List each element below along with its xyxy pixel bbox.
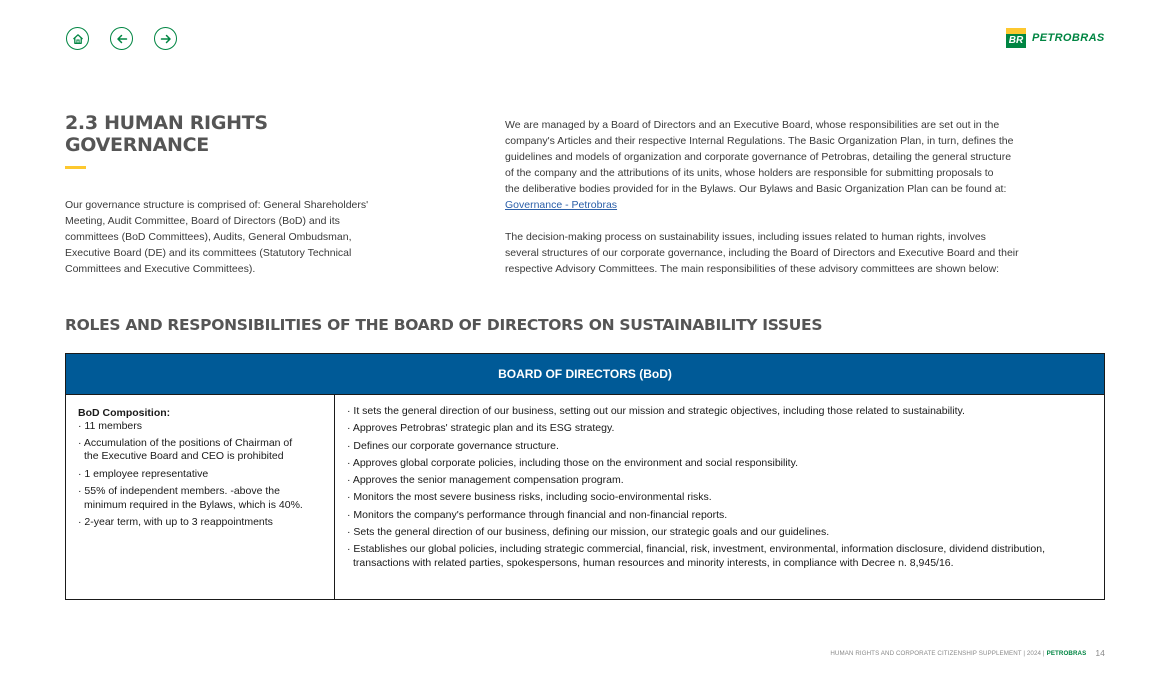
- governance-link[interactable]: Governance - Petrobras: [505, 199, 618, 211]
- text-line: guidelines and models of organization and corporate governance of Petrobras, detailing the general structure: [505, 151, 1012, 163]
- footer-brand: PETROBRAS: [1046, 649, 1087, 657]
- composition-list: [78, 420, 334, 530]
- governance-paragraph: [505, 117, 1013, 213]
- footer-text: HUMAN RIGHTS AND CORPORATE CITIZENSHIP SUPPLEMENT | 2024 |: [830, 649, 1045, 657]
- text-line: · Establishes our global policies, including strategic commercial, financial, risk, investment, environmental, information disclosure, dividend distribution,: [347, 543, 1045, 556]
- br-logo-mark: [1006, 28, 1026, 48]
- text-line: committees (BoD Committees), Audits, General Ombudsman,: [65, 231, 352, 243]
- text-line: Executive Board (DE) and its committees (Statutory Technical: [65, 247, 352, 259]
- text-line: company's Articles and their respective Internal Regulations. The Basic Organization Plan, in turn, defines the: [505, 135, 1014, 147]
- logo-name: PETROBRAS: [1032, 32, 1105, 44]
- text-line: transactions with related parties, spokespersons, human resources and minority interests, in compliance with Decree n. 8,945/16.: [353, 556, 954, 569]
- page-footer: [830, 648, 1105, 658]
- page-number: 14: [1095, 648, 1105, 658]
- text-line: several structures of our corporate governance, including the Board of Directors and Executive Board and their: [505, 247, 1019, 259]
- table-header: BOARD OF DIRECTORS (BoD): [66, 354, 1104, 395]
- home-icon: [72, 33, 84, 45]
- title-line: 2.3 HUMAN RIGHTS: [65, 112, 268, 134]
- list-item: · Approves global corporate policies, including those on the environment and social responsibility.: [347, 456, 798, 469]
- arrow-right-icon: [160, 33, 172, 45]
- text-line: of the company and the attributions of its units, whose holders are responsible for submitting proposals to: [505, 167, 994, 179]
- list-item: · 2-year term, with up to 3 reappointments: [78, 516, 273, 528]
- list-item: · Approves the senior management compensation program.: [347, 474, 624, 487]
- title-line: GOVERNANCE: [65, 134, 209, 156]
- page-title: [65, 112, 365, 156]
- list-item: · It sets the general direction of our business, setting out our mission and strategic objectives, including those related to sustainability.: [347, 405, 965, 417]
- text-line: Committees and Executive Committees).: [65, 263, 256, 275]
- decision-paragraph: [505, 229, 1019, 277]
- arrow-left-icon: [116, 33, 128, 45]
- title-accent-bar: [65, 166, 86, 169]
- list-item: · 55% of independent members. -above the minimum required in the Bylaws, which is 40%.: [78, 485, 303, 511]
- list-item: · 11 members: [78, 420, 142, 432]
- composition-heading: BoD Composition:: [78, 407, 171, 419]
- responsibilities-list: [347, 405, 1104, 570]
- list-item: · Sets the general direction of our business, defining our mission, our strategic goals and our guidelines.: [347, 526, 830, 539]
- list-item: · Monitors the most severe business risks, including socio-environmental risks.: [347, 491, 712, 504]
- text-line: Meeting, Audit Committee, Board of Directors (BoD) and its: [65, 215, 340, 227]
- petrobras-logo: [1006, 28, 1105, 48]
- text-line: We are managed by a Board of Directors and an Executive Board, whose responsibilities are set out in the: [505, 119, 1000, 131]
- list-item: · Approves Petrobras' strategic plan and its ESG strategy.: [347, 422, 615, 435]
- list-item: [347, 543, 1104, 570]
- back-button[interactable]: [110, 27, 133, 50]
- responsibilities-column: [335, 395, 1104, 600]
- text-line: the deliberative bodies provided for in the Bylaws. Our Bylaws and Basic Organization Plan can be found at:: [505, 183, 1007, 195]
- roles-section-title: ROLES AND RESPONSIBILITIES OF THE BOARD OF DIRECTORS ON SUSTAINABILITY ISSUES: [65, 316, 823, 334]
- text-line: Our governance structure is comprised of: General Shareholders': [65, 199, 369, 211]
- composition-column: [66, 395, 335, 600]
- text-line: The decision-making process on sustainability issues, including issues related to human rights, involves: [505, 231, 986, 243]
- text-line: respective Advisory Committees. The main responsibilities of these advisory committees are shown below:: [505, 263, 1000, 275]
- list-item: · 1 employee representative: [78, 467, 209, 480]
- logo-mark-text: BR: [1008, 35, 1024, 46]
- home-button[interactable]: [66, 27, 89, 50]
- table-body: [66, 395, 1104, 600]
- list-item: · Accumulation of the positions of Chairman of the Executive Board and CEO is prohibited: [78, 436, 293, 462]
- intro-paragraph: [65, 197, 368, 277]
- list-item: · Monitors the company's performance through financial and non-financial reports.: [347, 508, 728, 521]
- bod-table: [65, 353, 1105, 600]
- list-item: · Defines our corporate governance structure.: [347, 439, 559, 452]
- forward-button[interactable]: [154, 27, 177, 50]
